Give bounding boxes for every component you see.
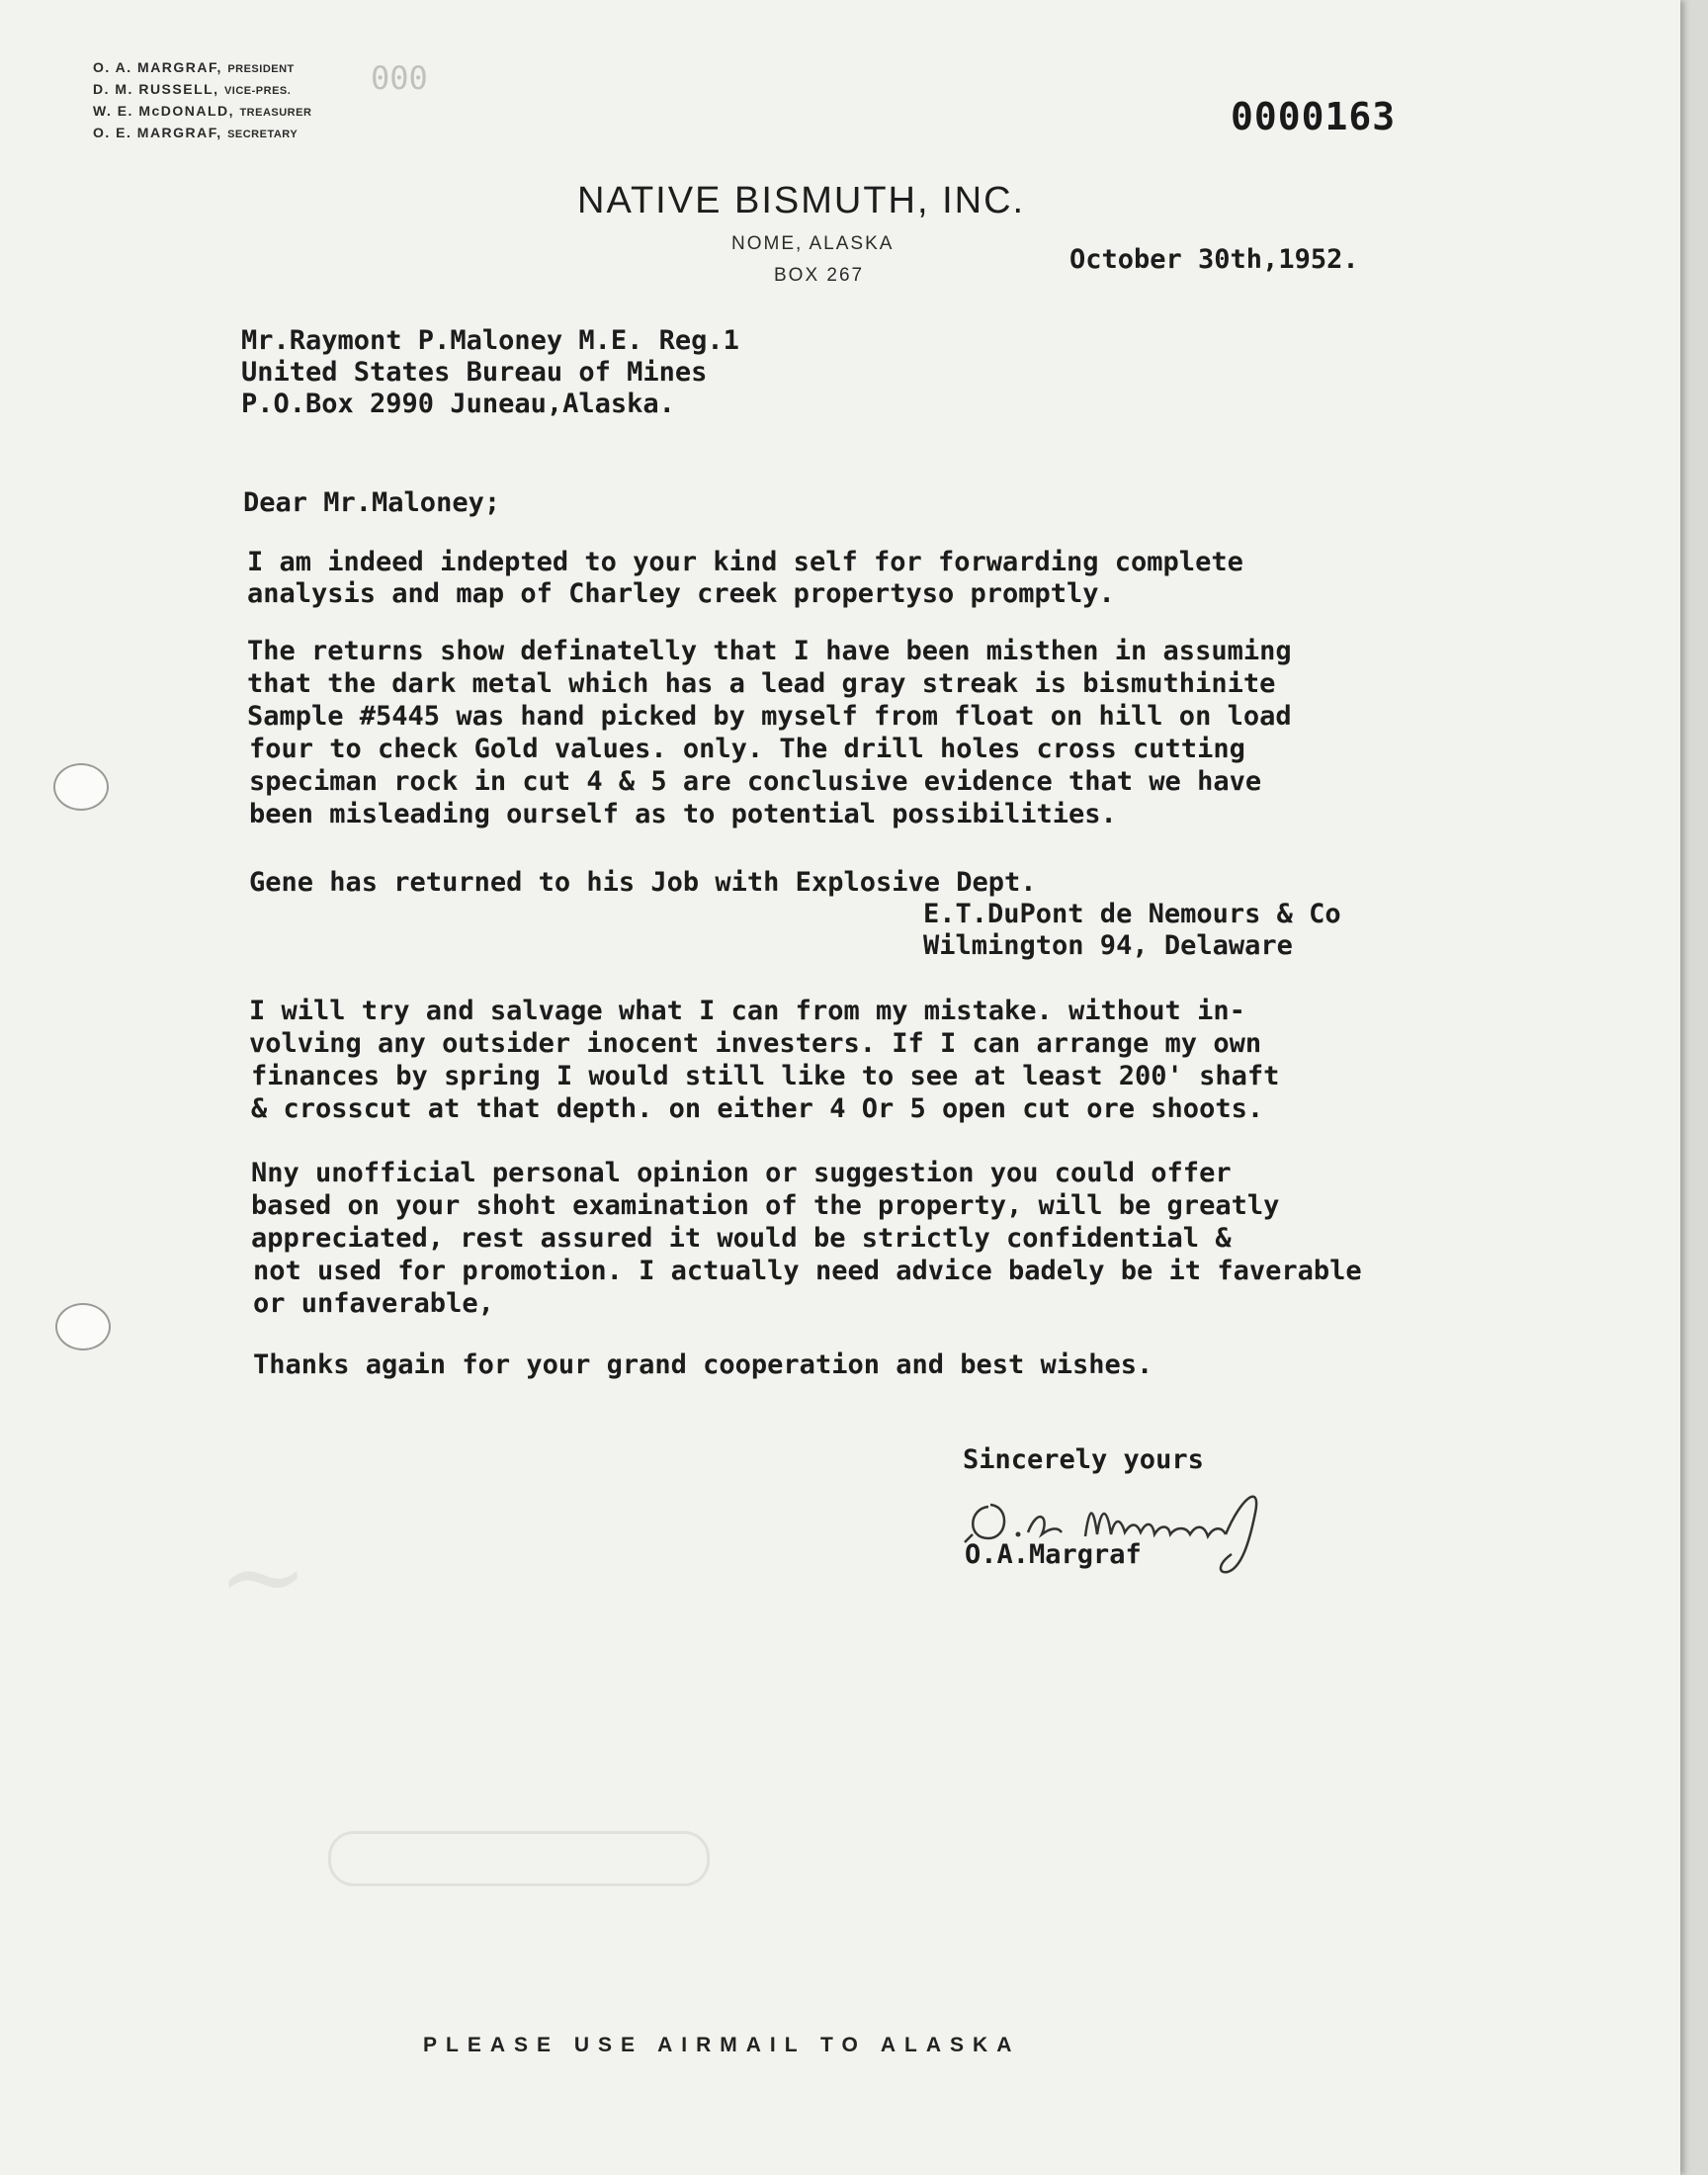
paragraph-line: I am indeed indepted to your kind self for forwarding complete <box>247 547 1243 577</box>
paragraph-line: Thanks again for your grand cooperation and best wishes. <box>253 1349 1153 1380</box>
paragraph-line: The returns show definatelly that I have been misthen in assuming <box>247 636 1292 666</box>
paragraph-line: not used for promotion. I actually need advice badely be it faverable <box>253 1256 1362 1286</box>
faint-number-mark: 000 <box>371 59 428 97</box>
company-city: NOME, ALASKA <box>731 233 895 254</box>
paragraph-line: based on your shoht examination of the property, will be greatly <box>251 1190 1280 1221</box>
recipient-line: P.O.Box 2990 Juneau,Alaska. <box>241 389 675 419</box>
paragraph-line: been misleading ourself as to potential possibilities. <box>249 799 1117 829</box>
paragraph-line: Nny unofficial personal opinion or suggestion you could offer <box>251 1158 1232 1188</box>
paragraph-line: Gene has returned to his Job with Explosive Dept. <box>249 867 1037 898</box>
paragraph-line: volving any outsider inocent investers. If I can arrange my own <box>249 1028 1262 1059</box>
officer-list <box>93 57 311 144</box>
paragraph-line: speciman rock in cut 4 & 5 are conclusive evidence that we have <box>249 766 1262 797</box>
document-number: 0000163 <box>1231 95 1397 138</box>
signer-name: O.A.Margraf <box>965 1539 1142 1570</box>
company-name: NATIVE BISMUTH, INC. <box>577 180 1026 221</box>
address-line: E.T.DuPont de Nemours & Co <box>923 899 1341 929</box>
company-box: BOX 267 <box>774 265 865 286</box>
paragraph-line: Sample #5445 was hand picked by myself from float on hill on load <box>247 701 1292 732</box>
address-line: Wilmington 94, Delaware <box>923 930 1293 961</box>
recipient-line: United States Bureau of Mines <box>241 357 708 388</box>
bleed-through-mark: ~ <box>217 1513 309 1639</box>
paragraph-line: & crosscut at that depth. on either 4 Or 5 open cut ore shoots. <box>251 1093 1264 1124</box>
paragraph-line: I will try and salvage what I can from my mistake. without in- <box>249 996 1245 1026</box>
officer-line: O. A. MARGRAF, PRESIDENT <box>93 59 295 75</box>
paragraph-line: analysis and map of Charley creek propertyso promptly. <box>247 578 1115 609</box>
recipient-line: Mr.Raymont P.Maloney M.E. Reg.1 <box>241 325 739 356</box>
letter-date: October 30th,1952. <box>1069 244 1359 275</box>
paragraph-line: four to check Gold values. only. The drill holes cross cutting <box>249 734 1245 764</box>
bleed-through-stamp <box>328 1831 710 1886</box>
punch-hole-top <box>53 763 109 811</box>
salutation: Dear Mr.Maloney; <box>243 487 501 518</box>
paragraph-line: appreciated, rest assured it would be strictly confidential & <box>251 1223 1232 1254</box>
paragraph-line: that the dark metal which has a lead gray streak is bismuthinite <box>247 668 1276 699</box>
footer-notice: PLEASE USE AIRMAIL TO ALASKA <box>423 2034 1021 2056</box>
paragraph-line: finances by spring I would still like to see at least 200' shaft <box>251 1061 1280 1091</box>
officer-line: D. M. RUSSELL, VICE-PRES. <box>93 81 292 97</box>
punch-hole-bottom <box>55 1303 111 1350</box>
officer-line: O. E. MARGRAF, SECRETARY <box>93 125 299 140</box>
paragraph-line: or unfaverable, <box>253 1288 494 1319</box>
closing: Sincerely yours <box>963 1444 1204 1475</box>
officer-line: W. E. McDONALD, TREASURER <box>93 103 312 119</box>
